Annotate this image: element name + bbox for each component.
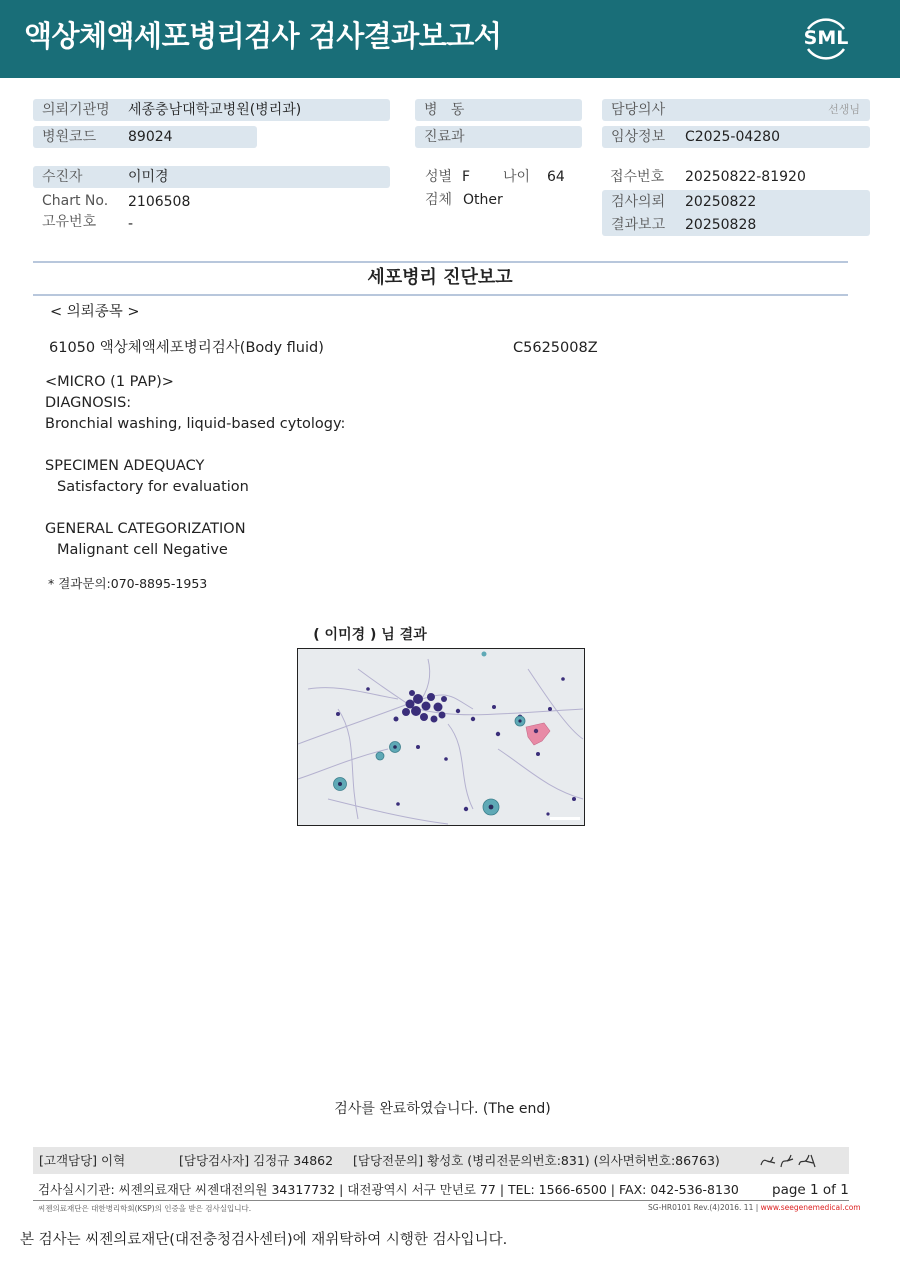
footer-form-info — [648, 1203, 861, 1212]
receipt-value: 20250822-81920 — [685, 169, 806, 185]
footer-institution-line: 검사실시기관: 씨젠의료재단 씨젠대전의원 34317732 | 대전광역시 서구 만년로 77 | TEL: 1566-6500 | FAX: 042-536-8130 — [38, 1182, 739, 1197]
report-title: 액상체액세포병리검사 검사결과보고서 — [24, 19, 502, 53]
logo-text: SML — [803, 27, 849, 49]
micro-line: <MICRO (1 PAP)> — [45, 374, 174, 390]
bottom-note: 본 검사는 씨젠의료재단(대전충청검사센터)에 재위탁하여 시행한 검사입니다. — [20, 1232, 508, 1248]
specimen-label: 검체 — [425, 192, 453, 208]
institution-label: 의뢰기관명 — [42, 102, 110, 118]
request-value: 20250822 — [685, 194, 757, 210]
unique-id-label: 고유번호 — [42, 214, 97, 230]
hospital-code-value: 89024 — [128, 129, 173, 145]
patient-field — [33, 166, 390, 188]
footer-form-code: SG-HR0101 Rev.(4)2016. 11 | — [648, 1203, 759, 1212]
sml-logo — [800, 13, 852, 65]
footer-rule — [33, 1200, 849, 1201]
patient-label: 수진자 — [42, 169, 83, 185]
categorization-text: Malignant cell Negative — [57, 542, 228, 558]
institution-value: 세종충남대학교병원(병리과) — [128, 102, 302, 118]
dates-field — [602, 190, 870, 236]
signature-image — [757, 1149, 821, 1180]
cytology-image — [297, 648, 585, 826]
ward-field — [415, 99, 582, 121]
footer-examiner: [담당검사자] 김정규 34862 — [179, 1153, 334, 1168]
report-value: 20250828 — [685, 217, 757, 233]
department-field — [415, 126, 582, 148]
adequacy-label: SPECIMEN ADEQUACY — [45, 458, 205, 474]
footer-website: www.seegenemedical.com — [760, 1203, 861, 1212]
footer-cert-note: 씨젠의료재단은 대한병리학회(KSP)의 인증을 받은 검사실입니다. — [38, 1204, 252, 1213]
clinical-info-value: C2025-04280 — [685, 129, 780, 145]
test-id: C5625008Z — [513, 340, 598, 356]
sex-label: 성별 — [425, 169, 453, 185]
test-code-name: 61050 액상체액세포병리검사(Body fluid) — [49, 340, 324, 356]
unique-id-value: - — [128, 216, 134, 232]
request-items-header: < 의뢰종목 > — [50, 304, 140, 320]
section-bottom-rule — [33, 294, 848, 296]
patient-value: 이미경 — [128, 169, 169, 185]
end-text: 검사를 완료하였습니다. (The end) — [334, 1101, 551, 1117]
image-caption: ( 이미경 ) 님 결과 — [313, 627, 427, 643]
footer-customer: [고객담당] 이혁 — [39, 1153, 126, 1168]
doctor-field — [602, 99, 870, 121]
diagnosis-label: DIAGNOSIS: — [45, 395, 132, 411]
clinical-info-label: 임상정보 — [611, 129, 666, 145]
age-value: 64 — [547, 169, 565, 185]
specimen-value: Other — [463, 192, 503, 208]
section-title: 세포병리 진단보고 — [367, 267, 513, 288]
chart-value: 2106508 — [128, 194, 191, 210]
adequacy-text: Satisfactory for evaluation — [57, 479, 249, 495]
receipt-label: 접수번호 — [610, 169, 665, 185]
sex-value: F — [462, 169, 471, 185]
report-header — [0, 0, 900, 78]
diagnosis-text: Bronchial washing, liquid-based cytology: — [45, 416, 346, 432]
department-label: 진료과 — [424, 129, 465, 145]
categorization-label: GENERAL CATEGORIZATION — [45, 521, 246, 537]
doctor-suffix: 선생님 — [828, 103, 860, 116]
clinical-info-field — [602, 126, 870, 148]
request-label: 검사의뢰 — [611, 194, 666, 210]
report-label: 결과보고 — [611, 217, 666, 233]
hospital-code-label: 병원코드 — [42, 129, 97, 145]
doctor-label: 담당의사 — [611, 102, 666, 118]
page-number: page 1 of 1 — [772, 1182, 849, 1198]
contact-note: * 결과문의:070-8895-1953 — [48, 576, 208, 591]
ward-label: 병 동 — [424, 102, 465, 118]
chart-label: Chart No. — [42, 193, 109, 209]
hospital-code-field — [33, 126, 257, 148]
footer-staff-bar — [33, 1147, 849, 1174]
institution-field — [33, 99, 390, 121]
age-label: 나이 — [503, 169, 531, 185]
footer-specialist: [담당전문의] 황성호 (병리전문의번호:831) (의사면허번호:86763) — [353, 1153, 720, 1168]
